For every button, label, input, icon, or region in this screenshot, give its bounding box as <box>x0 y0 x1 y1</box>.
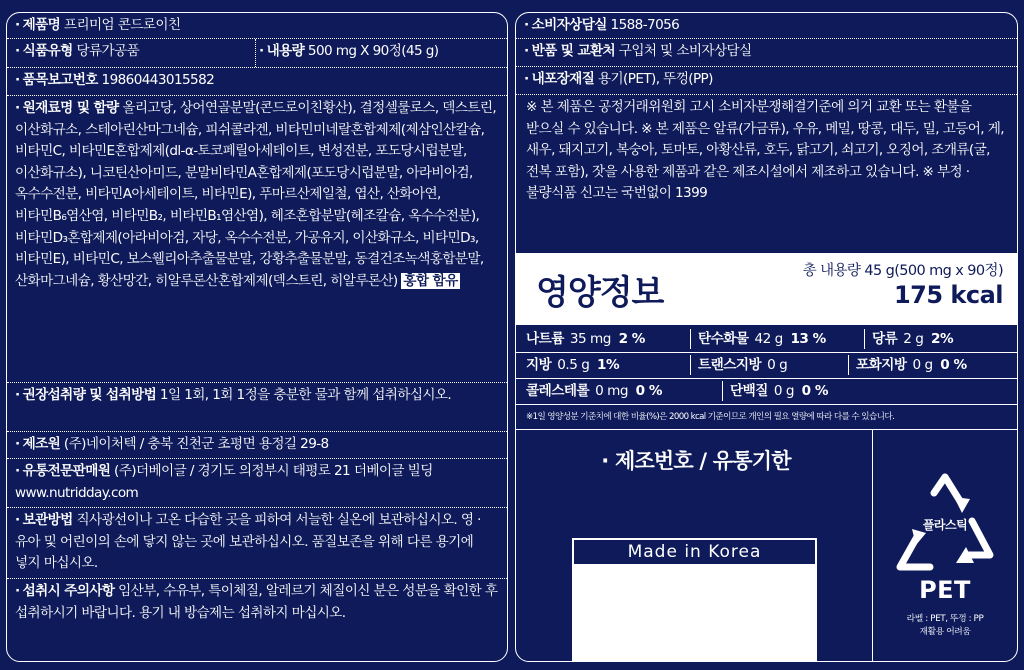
manufacturer-row: · 제조원 (주)네이처텍 / 충북 진천군 초평면 용정길 29-8 <box>15 436 329 452</box>
divider <box>864 329 865 349</box>
divider <box>7 38 507 39</box>
packaging-row: · 내포장재질 용기(PET), 뚜껑(PP) <box>524 71 713 87</box>
caution-block: · 섭취시 주의사항 임산부, 수유부, 특이체질, 알레르기 체질이신 분은 성분을 확인한 후 섭취하시기 바랍니다. 용기 내 방습제는 섭취하지 마십시오. <box>15 583 498 621</box>
divider <box>255 39 256 67</box>
nutrient-protein: 단백질 0 g 0 % <box>730 383 828 399</box>
nutrition-row <box>516 327 1017 351</box>
recycle-material-text: 플라스틱 <box>922 518 968 532</box>
left-label-panel <box>6 12 508 662</box>
divider <box>7 431 507 432</box>
food-type-row: · 식품유형 당류가공품 <box>15 43 140 59</box>
divider <box>516 94 1017 95</box>
nutrient-fat: 지방 0.5 g 1% <box>526 357 620 373</box>
nutrient-sodium: 나트륨 35 mg 2 % <box>526 331 645 347</box>
storage-block: · 보관방법 직사광선이나 고온 다습한 곳을 피하여 서늘한 실온에 보관하십시오. 영 · 유아 및 어린이의 손에 닿지 않는 곳에 보관하십시오. 품질보존을 위해 다른 용기에 넣지 마십시오. <box>15 512 481 572</box>
recycle-detail-line: 라벨 : PET, 뚜껑 : PP <box>906 614 984 624</box>
divider <box>848 355 849 375</box>
nutrition-kcal: 175 kcal <box>893 281 1003 309</box>
nutrition-footnote: ※1일 영양성분 기준치에 대한 비율(%)은 2000 kcal 기준이므로 개인의 필요 열량에 따라 다를 수 있습니다. <box>526 412 895 422</box>
made-in-korea-label: Made in Korea <box>572 538 817 566</box>
content-row: · 내용량 500 mg X 90정(45 g) <box>259 43 439 59</box>
divider <box>7 507 507 508</box>
divider <box>7 382 507 383</box>
nutrition-row <box>516 379 1017 403</box>
right-label-panel <box>515 12 1018 662</box>
divider <box>722 381 723 401</box>
divider <box>690 329 691 349</box>
divider <box>690 355 691 375</box>
mfg-date-print-area <box>572 538 817 661</box>
recycle-detail-line: 재활용 어려움 <box>919 627 971 637</box>
nutrient-sugars: 당류 2 g 2% <box>872 331 954 347</box>
recycling-mark <box>872 423 1018 662</box>
notice-block: ※ 본 제품은 공정거래위원회 고시 소비자분쟁해결기준에 의거 교환 또는 환불을 받으실 수 있습니다. ※ 본 제품은 알류(가금류), 우유, 메밀, 땅콩, 대두, 밀, 고등어, 게, 새우, 돼지고기, 복숭아, 토마토, 아황산류, 호두, 닭고기, 쇠고기, 오징어, 조개류(굴, 전복 포함), 잣을 사용한 제품과 같은 제조시설에서 제조하고 있습니다. ※ 부정 · 불량식품 신고는 국번없이 1399 <box>526 99 1005 202</box>
recycle-detail <box>872 613 1018 639</box>
returns-row: · 반품 및 교환처 구입처 및 소비자상담실 <box>524 43 752 59</box>
report-number-row: · 품목보고번호 19860443015582 <box>15 72 215 88</box>
divider <box>7 578 507 579</box>
consumer-center-row: · 소비자상담실 1588-7056 <box>524 17 680 33</box>
nutrient-trans-fat: 트랜스지방 0 g <box>698 357 788 373</box>
divider <box>516 66 1017 67</box>
nutrition-header <box>516 253 1017 325</box>
recycle-pet-label: PET <box>919 576 971 604</box>
nutrient-cholesterol: 콜레스테롤 0 mg 0 % <box>526 383 662 399</box>
mfg-number-expiry-title: · 제조번호 / 유통기한 <box>601 449 791 473</box>
divider <box>516 38 1017 39</box>
nutrient-carbohydrate: 탄수화물 42 g 13 % <box>698 331 826 347</box>
product-name-row: · 제품명 프리미엄 콘드로이친 <box>15 17 181 33</box>
nutrition-title: 영양정보 <box>536 273 664 313</box>
nutrition-total-content: 총 내용량 45 g(500 mg x 90정) <box>802 263 1003 279</box>
divider <box>7 458 507 459</box>
nutrition-row <box>516 353 1017 377</box>
intake-block: · 권장섭취량 및 섭취방법 1일 1회, 1회 1정을 충분한 물과 함께 섭취하십시오. <box>15 387 452 403</box>
divider <box>7 67 507 68</box>
nutrient-saturated-fat: 포화지방 0 g 0 % <box>856 357 967 373</box>
distributor-block: · 유통전문판매원 (주)더베이글 / 경기도 의정부시 태평로 21 더베이글 빌딩 www.nutridday.com <box>15 463 433 501</box>
divider <box>7 95 507 96</box>
ingredients-block: · 원재료명 및 함량 올리고당, 상어연골분말(콘드로이친황산), 결정셀룰로스, 덱스트린, 이산화규소, 스테아린산마그네슘, 피쉬콜라겐, 비타민미네랄혼합제제(제삼인산칼슘, 비타민C, 비타민E혼합제제(dl-α-토코페릴아세테이트, 변성전분, 포도당시럽분말, 이산화규소), 니코틴산아미드, 분말비타민A혼합제제(포도당시럽분말, 아라비아검, 옥수수전분, 비타민A아세테이트, 비타민E), 푸마르산제일철, 엽산, 산화아연, 비타민B₆염산염, 비타민B₂, 비타민B₁염산염), 헤조혼합분말(헤조칼슘, 옥수수전분), 비타민D₃혼합제제(아라비아검, 자당, 옥수수전분, 가공유지, 이산화규소, 비타민D₃, 비타민E), 비타민C, 보스웰리아추출물분말, 강황추출물분말, 동결건조녹색홍합분말, 산화마그네슘, 황산망간, 히알루론산혼합제제(덱스트린, 히알루론산) 홍합 함유 <box>15 100 497 289</box>
allergen-badge: 홍합 함유 <box>403 272 458 289</box>
